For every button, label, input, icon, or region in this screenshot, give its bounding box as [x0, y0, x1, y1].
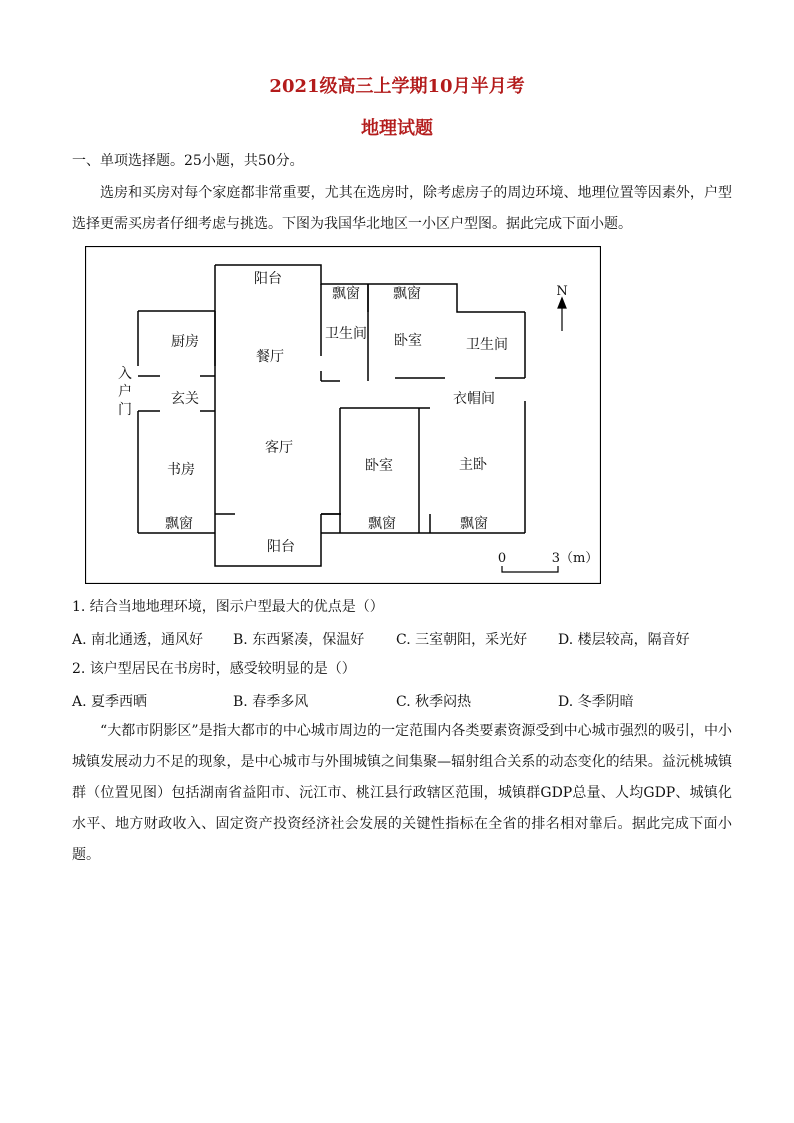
- room-bay-window-5: 飘窗: [460, 516, 488, 532]
- question-2-option-d[interactable]: D. 冬季阴暗: [558, 694, 634, 710]
- question-1-option-c[interactable]: C. 三室朝阳，采光好: [396, 632, 528, 648]
- question-1-stem: 1. 结合当地地理环境，图示户型最大的优点是（）: [72, 599, 384, 615]
- floor-plan-drawing: [85, 246, 601, 584]
- room-bedroom-2: 卧室: [365, 458, 393, 474]
- question-2-option-b[interactable]: B. 春季多风: [233, 694, 309, 710]
- question-2-options: [72, 691, 732, 709]
- room-kitchen: 厨房: [171, 334, 199, 350]
- room-bay-window-3: 飘窗: [165, 516, 193, 532]
- room-bay-window-1: 飘窗: [332, 286, 360, 302]
- room-living: 客厅: [265, 440, 293, 456]
- question-2-option-c[interactable]: C. 秋季闷热: [396, 694, 472, 710]
- room-bath-1: 卫生间: [325, 326, 367, 342]
- exam-title: 2021级高三上学期10月半月考: [269, 76, 525, 97]
- room-master-bedroom: 主卧: [459, 457, 487, 473]
- scale-start: 0: [497, 551, 507, 566]
- question-1-option-d[interactable]: D. 楼层较高，隔音好: [558, 632, 690, 648]
- room-dining: 餐厅: [256, 349, 284, 365]
- scale-end: 3（m）: [551, 551, 599, 566]
- room-foyer: 玄关: [171, 391, 199, 407]
- entrance-door-label-3: 门: [118, 402, 132, 418]
- room-bath-2: 卫生间: [466, 337, 508, 353]
- room-balcony-bottom: 阳台: [267, 539, 295, 555]
- subject-title: 地理试题: [361, 118, 433, 139]
- question-1-options: [72, 629, 732, 647]
- room-bedroom-1: 卧室: [394, 333, 422, 349]
- room-bay-window-2: 飘窗: [393, 286, 421, 302]
- passage-2: “大都市阴影区”是指大都市的中心城市周边的一定范围内各类要素资源受到中心城市强烈的吸引，中小城镇发展动力不足的现象，是中心城市与外围城镇之间集聚—辐射组合关系的动态变化的结果。益沅桃城镇群（位置见图）包括湖南省益阳市、沅江市、桃江县行政辖区范围，城镇群GDP总量、人均GDP、城镇化水平、地方财政收入、固定资产投资经济社会发展的关键性指标在全省的排名相对靠后。据此完成下面小题。: [72, 723, 732, 863]
- north-label: N: [556, 284, 568, 299]
- passage-1: 选房和买房对每个家庭都非常重要，尤其在选房时，除考虑房子的周边环境、地理位置等因素外，户型选择更需买房者仔细考虑与挑选。下图为我国华北地区一小区户型图。据此完成下面小题。: [72, 185, 732, 232]
- question-2-option-a[interactable]: A. 夏季西晒: [72, 694, 148, 710]
- room-study: 书房: [167, 462, 195, 478]
- entrance-door-label-1: 入: [118, 366, 132, 382]
- room-bay-window-4: 飘窗: [368, 516, 396, 532]
- room-cloakroom: 衣帽间: [453, 391, 495, 407]
- entrance-door-label-2: 户: [118, 384, 132, 400]
- section-heading: 一、单项选择题。25小题，共50分。: [72, 153, 304, 169]
- room-balcony-top: 阳台: [254, 271, 282, 287]
- question-2-stem: 2. 该户型居民在书房时，感受较明显的是（）: [72, 661, 356, 677]
- question-1-option-b[interactable]: B. 东西紧凑，保温好: [233, 632, 365, 648]
- question-1-option-a[interactable]: A. 南北通透，通风好: [72, 632, 204, 648]
- floor-plan-figure: [85, 246, 601, 588]
